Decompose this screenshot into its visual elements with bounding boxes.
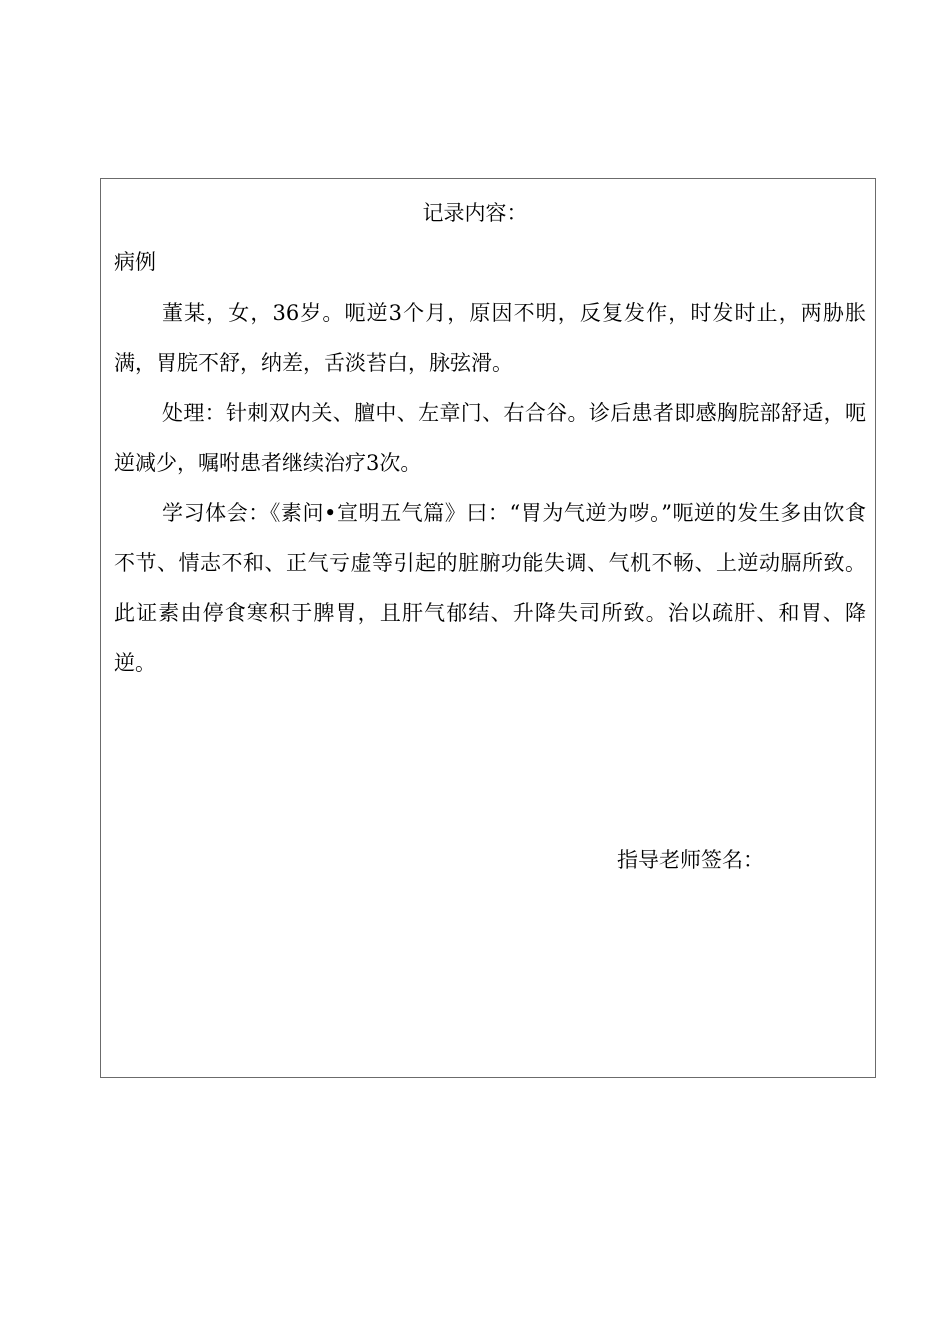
record-heading: 记录内容： [422,201,528,225]
treatment-paragraph: 处理：针刺双内关、膻中、左章门、右合谷。诊后患者即感胸脘部舒适，呃逆减少，嘱咐患者继续治疗3次。 [114,401,866,475]
study-reflection-paragraph: 学习体会：《素问•宣明五气篇》曰：“胃为气逆为哕。”呃逆的发生多由饮食不节、情志不和、正气亏虚等引起的脏腑功能失调、气机不畅、上逆动膈所致。此证素由停食寒积于脾胃，且肝气郁结、升降失司所致。治以疏肝、和胃、降逆。 [114,501,866,675]
case-description-paragraph: 董某，女，36岁。呃逆3个月，原因不明，反复发作，时发时止，两胁胀满，胃脘不舒，纳差，舌淡苔白，脉弦滑。 [114,301,866,375]
instructor-signature-label: 指导老师签名： [617,848,764,872]
case-label: 病例 [114,250,156,274]
